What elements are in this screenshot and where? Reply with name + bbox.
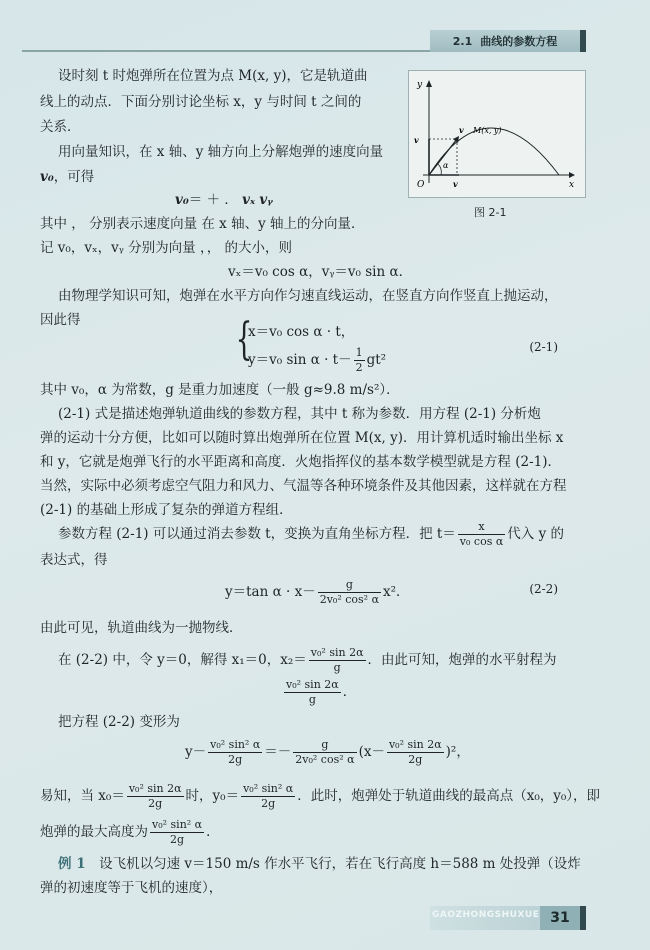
x-axis-label: x bbox=[569, 180, 575, 190]
system-brace: { bbox=[235, 314, 253, 365]
fraction-g: $\frac{g}{\text{2v₀² cos² α}}$ bbox=[319, 578, 379, 606]
para-line bbox=[40, 818, 220, 847]
para-line: 关系． bbox=[40, 119, 81, 135]
para-line: (2-1) 的基础上形成了复杂的弹道方程组． bbox=[40, 502, 293, 518]
component-equation: vₓ＝v₀ cos α，vᵧ＝v₀ sin α． bbox=[228, 264, 413, 280]
text-run: 设飞机以匀速 v＝150 m/s 作水平飞行，若在飞行高度 h＝588 m 处投弹（设炸 bbox=[99, 856, 581, 872]
text-run: gt² bbox=[366, 352, 387, 368]
vx-label: v bbox=[453, 179, 458, 189]
range-formula: $\frac{\text{v₀² sin 2α}}{g}$ ． bbox=[286, 678, 357, 706]
text-run: 易知，当 x₀＝ bbox=[40, 788, 125, 804]
fraction-g: $\frac{g}{\text{2v₀² cos² α}}$ bbox=[295, 738, 355, 766]
vector-eq-body: ＝ ＋ ． bbox=[188, 192, 238, 208]
para-line: 因此得 bbox=[40, 312, 81, 328]
text-run: x²． bbox=[383, 584, 410, 600]
text-run: 在 (2-2) 中，令 y＝0，解得 x₁＝0，x₂＝ bbox=[58, 652, 307, 668]
trajectory-curve bbox=[429, 128, 559, 175]
figure-caption: 图 2-1 bbox=[474, 206, 507, 219]
v0-symbol: v₀ bbox=[175, 192, 189, 208]
fraction-t: $\frac{x}{\text{v₀ cos α}}$ bbox=[459, 520, 504, 548]
text-run: ．由此可知，炮弹的水平射程为 bbox=[367, 652, 557, 668]
para-line: 用向量知识，在 x 轴、y 轴方向上分解炮弹的速度向量 bbox=[58, 144, 384, 160]
figure-2-1 bbox=[408, 70, 586, 198]
v0-arrow bbox=[453, 136, 459, 143]
origin-label: O bbox=[417, 180, 425, 190]
point-label: M(x, y) bbox=[473, 126, 502, 135]
section-number: 2.1 bbox=[452, 34, 473, 48]
text-run: ．此时，炮弹处于轨道曲线的最高点（x₀，y₀），即 bbox=[297, 788, 601, 804]
para-line: 弹的运动十分方便，比如可以随时算出炮弹所在位置 M(x, y)．用计算机适时输出坐标 x bbox=[40, 430, 564, 446]
text-run: y－ bbox=[185, 744, 207, 760]
para-line bbox=[40, 165, 94, 189]
text-run: y＝v₀ sin α · t－ bbox=[248, 352, 352, 368]
para-line: 由此可见，轨道曲线为一抛物线． bbox=[40, 620, 243, 636]
para-line bbox=[40, 782, 600, 811]
fraction-half: $\frac{1}{2}$ bbox=[355, 346, 363, 374]
page-number: 31 bbox=[540, 906, 586, 930]
alpha-label: α bbox=[443, 161, 449, 170]
x-axis-arrow bbox=[569, 172, 575, 178]
text-run: 代入 y 的 bbox=[507, 526, 564, 542]
para-line bbox=[58, 520, 564, 549]
text-run: (x－ bbox=[358, 744, 385, 760]
equation-number: (2-1) bbox=[529, 340, 558, 354]
trajectory-diagram bbox=[409, 71, 585, 197]
para-line: 记 v₀，vₓ，vᵧ 分别为向量 ，， 的大小，则 bbox=[40, 240, 293, 256]
section-title: 曲线的参数方程 bbox=[480, 35, 558, 48]
equation-vertex-form bbox=[185, 738, 470, 767]
para-line: 线上的动点．下面分别讨论坐标 x，y 与时间 t 之间的 bbox=[40, 94, 362, 110]
para-line bbox=[58, 646, 557, 675]
v0-symbol: v₀ bbox=[40, 169, 54, 185]
fraction-h: $\frac{\text{v₀² sin² α}}{2g}$ bbox=[243, 782, 294, 810]
para-line: 表达式，得 bbox=[40, 552, 108, 568]
equation-2-2 bbox=[225, 578, 410, 607]
section-header bbox=[430, 30, 586, 52]
v0-label: v bbox=[459, 125, 464, 135]
para-line: 设时刻 t 时炮弹所在位置为点 M(x, y)，它是轨道曲 bbox=[58, 68, 368, 84]
example-line bbox=[58, 852, 581, 876]
para-line: 和 y，它就是炮弹飞行的水平距离和高度．火炮指挥仪的基本数学模型就是方程 (2-1)． bbox=[40, 454, 561, 470]
vy-symbol: vᵧ bbox=[259, 192, 273, 208]
text-run: y＝tan α · x－ bbox=[225, 584, 316, 600]
fraction-range: $\frac{\text{v₀² sin 2α}}{g}$ bbox=[286, 678, 339, 706]
para-line: 其中 v₀，α 为常数，g 是重力加速度（一般 g≈9.8 m/s²）． bbox=[40, 382, 400, 398]
example-line: 弹的初速度等于飞机的速度）， bbox=[40, 880, 223, 896]
vy-label: v bbox=[414, 135, 419, 145]
para-line: 把方程 (2-2) 变形为 bbox=[58, 714, 180, 730]
fraction-h: $\frac{\text{v₀² sin² α}}{2g}$ bbox=[152, 818, 203, 846]
equation-number: (2-2) bbox=[529, 582, 558, 596]
text-run: 参数方程 (2-1) 可以通过消去参数 t，变换为直角坐标方程．把 t＝ bbox=[58, 526, 456, 542]
example-label: 例 1 bbox=[58, 856, 86, 872]
para-line: 由物理学知识可知，炮弹在水平方向作匀速直线运动，在竖直方向作竖直上抛运动， bbox=[58, 288, 558, 304]
text-run: ． bbox=[206, 824, 220, 840]
fraction-h: $\frac{\text{v₀² sin² α}}{2g}$ bbox=[210, 738, 261, 766]
text-run: )²， bbox=[445, 744, 470, 760]
y-axis-label: y bbox=[417, 80, 423, 90]
para-line: 其中 ， 分别表示速度向量 在 x 轴、y 轴上的分向量． bbox=[40, 216, 365, 232]
para-line: 当然，实际中必须考虑空气阻力和风力、气温等各种环境条件及其他因素，这样就在方程 bbox=[40, 478, 567, 494]
fraction-x0: $\frac{\text{v₀² sin 2α}}{2g}$ bbox=[388, 738, 442, 766]
y-axis-arrow bbox=[426, 80, 432, 87]
vector-equation bbox=[175, 188, 273, 212]
system-line-2 bbox=[248, 346, 386, 375]
fraction-range: $\frac{\text{v₀² sin 2α}}{g}$ bbox=[310, 646, 364, 674]
vx-symbol: vₓ bbox=[242, 192, 256, 208]
system-line-1: x＝v₀ cos α · t， bbox=[248, 324, 355, 340]
fraction-x0: $\frac{\text{v₀² sin 2α}}{2g}$ bbox=[128, 782, 182, 810]
running-footer: GAOZHONGSHUXUE bbox=[432, 910, 540, 920]
text-run: 炮弹的最大高度为 bbox=[40, 824, 148, 840]
alpha-arc bbox=[438, 164, 441, 175]
para-line: (2-1) 式是描述炮弹轨道曲线的参数方程，其中 t 称为参数．用方程 (2-1) 分析炮 bbox=[58, 406, 541, 422]
text-run: 时，y₀＝ bbox=[185, 788, 240, 804]
text-run: ＝－ bbox=[264, 744, 292, 760]
text-run: ，可得 bbox=[53, 169, 95, 185]
